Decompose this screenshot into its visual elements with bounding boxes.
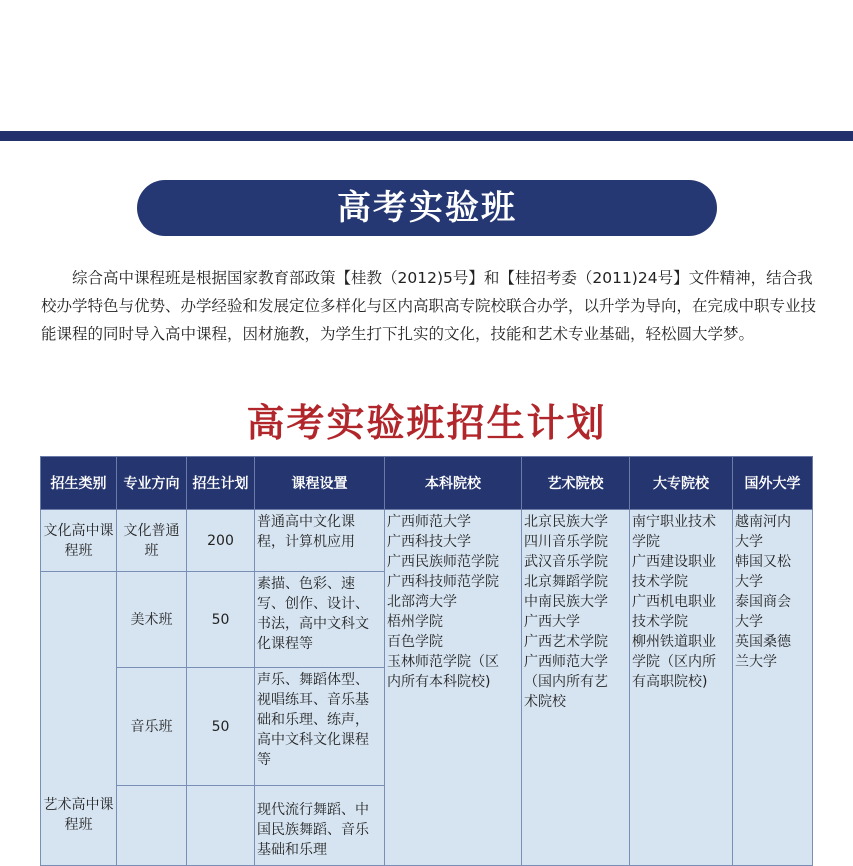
header-art: 艺术院校 bbox=[522, 457, 630, 510]
list-item: 大学 bbox=[735, 614, 763, 630]
list-item: 武汉音乐学院 bbox=[524, 554, 608, 570]
header-courses: 课程设置 bbox=[255, 457, 385, 510]
undergrad-list bbox=[385, 510, 522, 866]
list-item: 英国桑德 bbox=[735, 634, 791, 650]
list-item: 大学 bbox=[735, 534, 763, 550]
college-list bbox=[630, 510, 733, 866]
courses-cell: 普通高中文化课程，计算机应用 bbox=[255, 510, 385, 572]
list-item: 百色学院 bbox=[387, 634, 443, 650]
header-college: 大专院校 bbox=[630, 457, 733, 510]
list-item: 玉林师范学院（区 bbox=[387, 654, 499, 670]
table-row bbox=[41, 510, 813, 572]
list-item: 北部湾大学 bbox=[387, 594, 457, 610]
list-item: 内所有本科院校) bbox=[387, 674, 491, 690]
list-item: 术院校 bbox=[524, 694, 566, 710]
major-cell: 文化普通班 bbox=[117, 510, 187, 572]
list-item: （国内所有艺 bbox=[524, 674, 608, 690]
category-cell: 艺术高中课程班 bbox=[41, 572, 117, 866]
header-plan: 招生计划 bbox=[187, 457, 255, 510]
list-item: 广西艺术学院 bbox=[524, 634, 608, 650]
header-major: 专业方向 bbox=[117, 457, 187, 510]
list-item: 泰国商会 bbox=[735, 594, 791, 610]
foreign-list bbox=[733, 510, 813, 866]
courses-cell: 素描、色彩、速写、创作、设计、书法，高中文科文化课程等 bbox=[255, 572, 385, 668]
plan-title: 高考实验班招生计划 bbox=[246, 401, 607, 445]
list-item: 广西科技大学 bbox=[387, 534, 471, 550]
list-item: 兰大学 bbox=[735, 654, 777, 670]
list-item: 韩国又松 bbox=[735, 554, 791, 570]
list-item: 广西大学 bbox=[524, 614, 580, 630]
major-cell: 美术班 bbox=[117, 572, 187, 668]
intro-paragraph: 综合高中课程班是根据国家教育部政策【桂教（2012)5号】和【桂招考委（2011)24号】文件精神，结合我校办学特色与优势、办学经验和发展定位多样化与区内高职高专院校联合办学，以升学为导向，在完成中职专业技能课程的同时导入高中课程，因材施教，为学生打下扎实的文化，技能和艺术专业基础，轻松圆大学梦。 bbox=[41, 269, 817, 343]
courses-cell: 现代流行舞蹈、中国民族舞蹈、音乐基础和乐理 bbox=[255, 786, 385, 866]
list-item: 广西建设职业 bbox=[632, 554, 716, 570]
list-item: 南宁职业技术 bbox=[632, 514, 716, 530]
major-cell: 音乐班 bbox=[117, 668, 187, 786]
category-cell: 文化高中课程班 bbox=[41, 510, 117, 572]
enrollment-plan-table bbox=[40, 456, 813, 866]
list-item: 学院（区内所 bbox=[632, 654, 716, 670]
list-item: 广西民族师范学院 bbox=[387, 554, 499, 570]
list-item: 广西科技师范学院 bbox=[387, 574, 499, 590]
art-list bbox=[522, 510, 630, 866]
list-item: 广西师范大学 bbox=[524, 654, 608, 670]
list-item: 北京民族大学 bbox=[524, 514, 608, 530]
list-item: 北京舞蹈学院 bbox=[524, 574, 608, 590]
plan-cell: 50 bbox=[187, 668, 255, 786]
courses-cell: 声乐、舞蹈体型、视唱练耳、音乐基础和乐理、练声，高中文科文化课程等 bbox=[255, 668, 385, 786]
major-cell bbox=[117, 786, 187, 866]
header-category: 招生类别 bbox=[41, 457, 117, 510]
header-stripe bbox=[0, 131, 853, 141]
plan-cell: 50 bbox=[187, 572, 255, 668]
list-item: 中南民族大学 bbox=[524, 594, 608, 610]
list-item: 梧州学院 bbox=[387, 614, 443, 630]
list-item: 广西师范大学 bbox=[387, 514, 471, 530]
plan-cell bbox=[187, 786, 255, 866]
list-item: 广西机电职业 bbox=[632, 594, 716, 610]
list-item: 技术学院 bbox=[632, 574, 688, 590]
table-header-row bbox=[41, 457, 813, 510]
list-item: 有高职院校) bbox=[632, 674, 708, 690]
plan-cell: 200 bbox=[187, 510, 255, 572]
list-item: 柳州铁道职业 bbox=[632, 634, 716, 650]
header-undergrad: 本科院校 bbox=[385, 457, 522, 510]
list-item: 越南河内 bbox=[735, 514, 791, 530]
list-item: 学院 bbox=[632, 534, 660, 550]
header-foreign: 国外大学 bbox=[733, 457, 813, 510]
page-title: 高考实验班 bbox=[137, 180, 717, 236]
list-item: 大学 bbox=[735, 574, 763, 590]
list-item: 技术学院 bbox=[632, 614, 688, 630]
list-item: 四川音乐学院 bbox=[524, 534, 608, 550]
